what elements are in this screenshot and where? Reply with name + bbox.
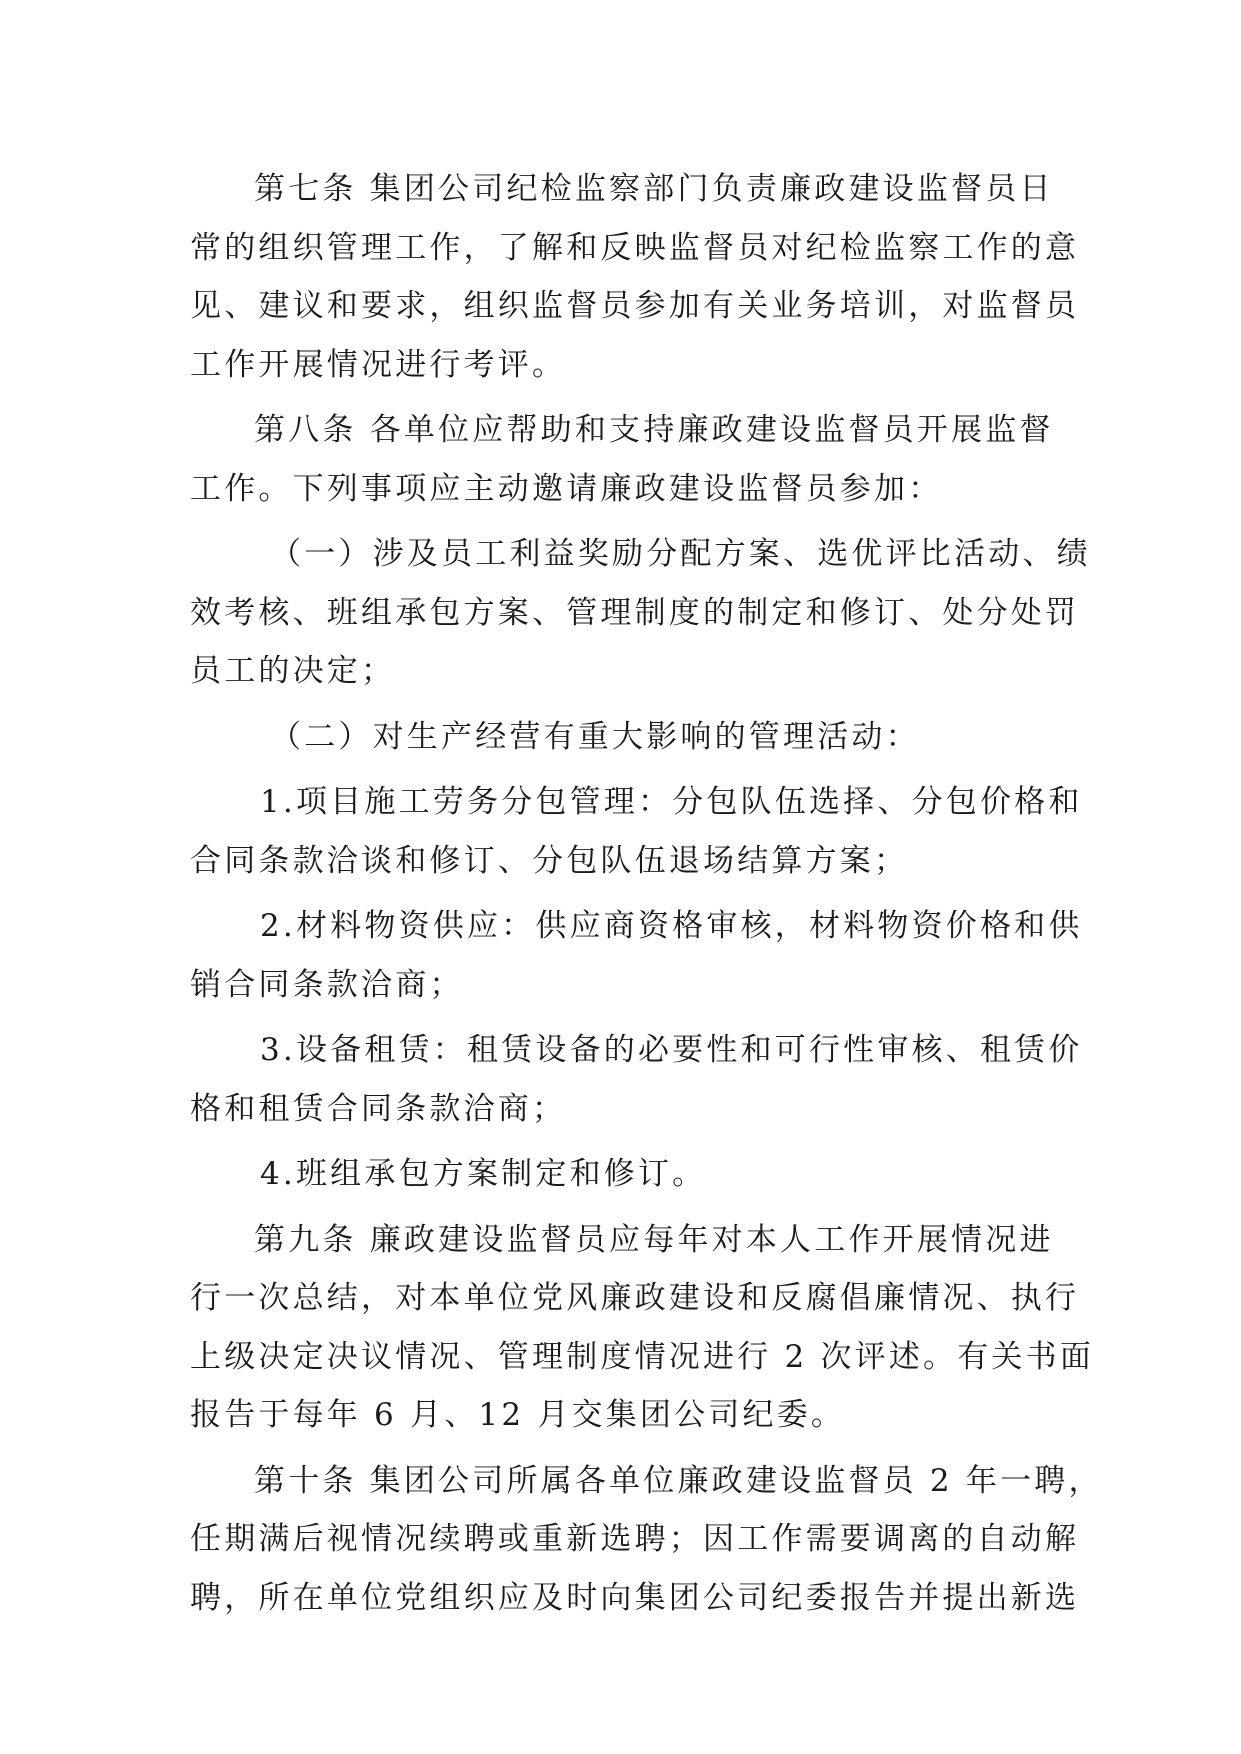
subitem-3-line-1: 3.设备租赁：租赁设备的必要性和可行性审核、租赁价 (260, 1032, 1083, 1068)
article-9-line-4: 报告于每年 6 月、12 月交集团公司纪委。 (190, 1397, 846, 1433)
subitem-2-line-2: 销合同条款洽商； (190, 966, 464, 1003)
subitem-3-line-2: 格和租赁合同条款洽商； (190, 1090, 567, 1127)
subitem-1-line-1: 1.项目施工劳务分包管理：分包队伍选择、分包价格和 (260, 784, 1083, 820)
article-8-line-2: 工作。下列事项应主动邀请廉政建设监督员参加： (190, 470, 943, 507)
article-7-line-1: 第七条 集团公司纪检监察部门负责廉政建设监督员日 (254, 171, 1054, 207)
item-1-line-3: 员工的决定； (190, 653, 396, 689)
article-9-line-1: 第九条 廉政建设监督员应每年对本人工作开展情况进 (254, 1221, 1054, 1258)
article-10-line-3: 聘，所在单位党组织应及时向集团公司纪委报告并提出新选 (190, 1579, 1080, 1616)
subitem-4-line-1: 4.班组承包方案制定和修订。 (260, 1156, 707, 1192)
item-1-line-2: 效考核、班组承包方案、管理制度的制定和修订、处分处罚 (190, 594, 1080, 631)
article-9-line-3: 上级决定决议情况、管理制度情况进行 2 次评述。有关书面 (190, 1338, 1095, 1375)
article-9-line-2: 行一次总结，对本单位党风廉政建设和反腐倡廉情况、执行 (190, 1280, 1080, 1316)
subitem-1-line-2: 合同条款洽谈和修订、分包队伍退场结算方案； (190, 842, 909, 879)
document-body (190, 160, 1103, 1627)
article-10-line-2: 任期满后视情况续聘或重新选聘；因工作需要调离的自动解 (190, 1521, 1080, 1557)
article-7-line-4: 工作开展情况进行考评。 (190, 346, 567, 383)
item-1-line-1: （一）涉及员工利益奖励分配方案、选优评比活动、绩 (270, 536, 1091, 572)
item-2-line-1: （二）对生产经营有重大影响的管理活动： (270, 718, 920, 755)
subitem-2-line-1: 2.材料物资供应：供应商资格审核，材料物资价格和供 (260, 908, 1083, 944)
article-8-line-1: 第八条 各单位应帮助和支持廉政建设监督员开展监督 (254, 412, 1054, 448)
article-7-line-3: 见、建议和要求，组织监督员参加有关业务培训，对监督员 (190, 288, 1080, 324)
article-10-line-1: 第十条 集团公司所属各单位廉政建设监督员 2 年一聘， (254, 1462, 1103, 1499)
article-7-line-2: 常的组织管理工作，了解和反映监督员对纪检监察工作的意 (190, 229, 1080, 266)
